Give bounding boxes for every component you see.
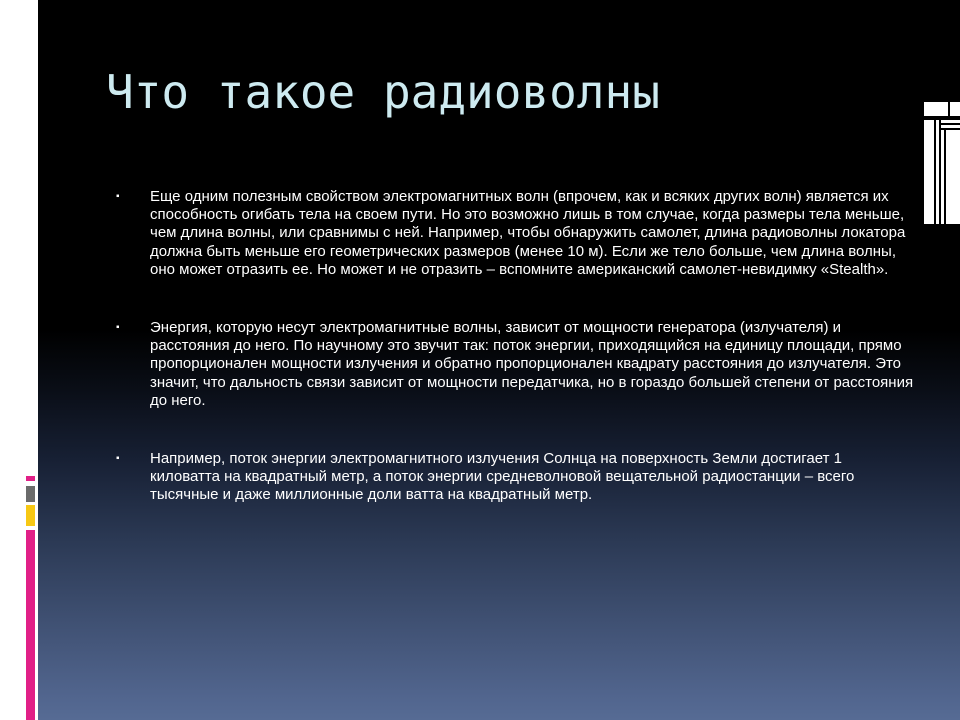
decorative-window-shape (922, 102, 960, 226)
bullet-list (116, 188, 916, 505)
accent-bar-yellow (26, 505, 35, 526)
accent-bar-gray (26, 486, 35, 502)
bullet-icon: ▪ (116, 322, 120, 334)
accent-bar-pink-top (26, 476, 35, 481)
bullet-item (116, 188, 916, 279)
bullet-text: Еще одним полезным свойством электромагнитных волн (впрочем, как и всяких других волн) является их способность огибать тела на своем пути. Но это возможно лишь в том случае, когда размеры тела меньше, чем длина волны, или сравнимы с ней. Например, чтобы обнаружить самолет, длина радиоволны локатора должна быть меньше его геометрических размеров (менее 10 м). Если же тело больше, чем длина волны, оно может отразить ее. Но может и не отразить – вспомните американский самолет-невидимку «Stealth». (150, 188, 906, 278)
bullet-item (116, 319, 916, 410)
slide-title: Что такое радиоволны (106, 65, 660, 119)
bullet-icon: ▪ (116, 453, 120, 465)
bullet-item (116, 450, 916, 505)
accent-bar-pink (26, 530, 35, 720)
bullet-text: Например, поток энергии электромагнитного излучения Солнца на поверхность Земли достигает 1 киловатта на квадратный метр, а поток энергии средневолновой вещательной радиостанции – всего тысячные и даже миллионные доли ватта на квадратный метр. (150, 450, 855, 504)
bullet-text: Энергия, которую несут электромагнитные волны, зависит от мощности генератора (излучателя) и расстояния до него. По научному это звучит так: поток энергии, приходящийся на единицу площади, прямо пропорционален мощности излучения и обратно пропорционален квадрату расстояния до излучателя. Это значит, что дальность связи зависит от мощности передатчика, но в гораздо большей степени от расстояния до него. (150, 319, 914, 409)
bullet-icon: ▪ (116, 191, 120, 202)
